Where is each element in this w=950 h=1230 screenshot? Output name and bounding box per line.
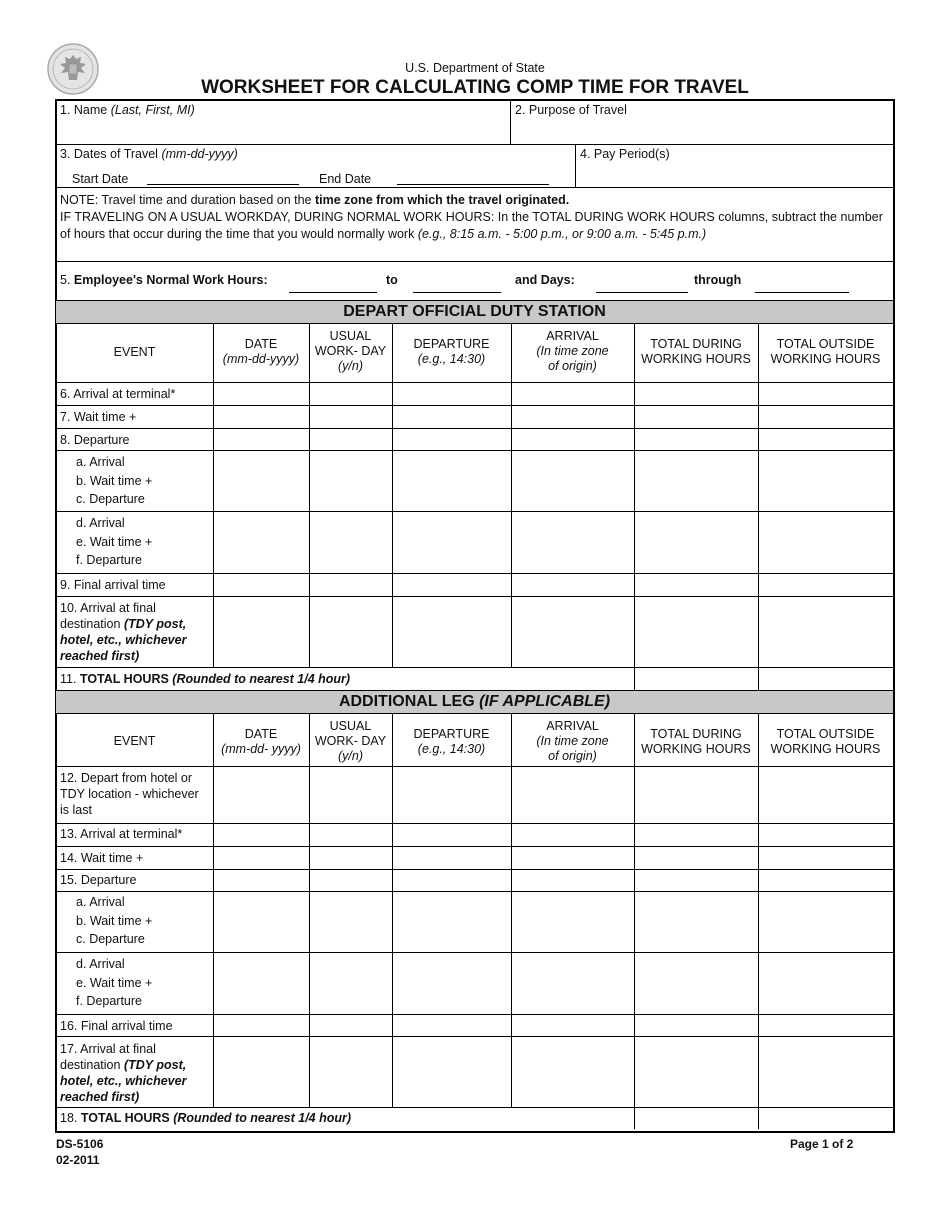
- event-18-total: 18. TOTAL HOURS (Rounded to nearest 1/4 hour): [60, 1111, 352, 1125]
- form-date: 02-2011: [56, 1153, 100, 1167]
- form-number: DS-5106: [56, 1137, 104, 1151]
- divider: [56, 713, 893, 714]
- col-total-during: TOTAL DURING WORKING HOURS: [641, 337, 751, 366]
- form-title: WORKSHEET FOR CALCULATING COMP TIME FOR TRAVEL: [201, 77, 749, 98]
- department-name: U.S. Department of State: [405, 61, 545, 75]
- divider: [392, 713, 393, 1107]
- col-date-2: DATE (mm-dd- yyyy): [221, 727, 301, 756]
- col-usual-workday-2: USUAL WORK- DAY (y/n): [314, 719, 387, 763]
- divider: [511, 713, 512, 1107]
- purpose-label: 2. Purpose of Travel: [515, 103, 627, 117]
- event-6: 6. Arrival at terminal*: [60, 387, 176, 401]
- note-line-2: IF TRAVELING ON A USUAL WORKDAY, DURING NORMAL WORK HOURS: In the TOTAL DURING WORK HOURS columns, subtract the number: [60, 210, 883, 224]
- note-line-3: of hours that occur during the time that you would normally work (e.g., 8:15 a.m. - 5:00 p.m., or 9:00 a.m. - 5:45 p.m.): [60, 227, 707, 241]
- divider: [56, 952, 893, 953]
- through-label: through: [694, 273, 742, 287]
- event-12: 12. Depart from hotel or TDY location - whichever is last: [60, 771, 199, 817]
- event-8-def: d. Arrival e. Wait time + f. Departure: [76, 516, 153, 567]
- days-start-input[interactable]: [596, 274, 690, 291]
- section-depart-header: DEPART OFFICIAL DUTY STATION: [56, 301, 893, 323]
- event-11-total: 11. TOTAL HOURS (Rounded to nearest 1/4 hour): [60, 672, 351, 686]
- note-line-1: NOTE: Travel time and duration based on the time zone from which the travel originated.: [60, 193, 570, 207]
- start-date-input[interactable]: [147, 167, 303, 184]
- section-additional-leg-header: ADDITIONAL LEG (IF APPLICABLE): [56, 691, 893, 713]
- divider: [56, 405, 893, 406]
- divider: [56, 1107, 893, 1108]
- page-number: Page 1 of 2: [790, 1137, 854, 1151]
- end-date-label: End Date: [319, 172, 372, 186]
- work-hours-start-input[interactable]: [289, 274, 379, 291]
- divider: [213, 713, 214, 1107]
- end-date-line: [397, 184, 549, 185]
- purpose-input[interactable]: [515, 121, 891, 141]
- and-days-label: and Days:: [515, 273, 575, 287]
- divider: [56, 823, 893, 824]
- pay-period-label: 4. Pay Period(s): [580, 147, 670, 161]
- work-hours-label: 5. Employee's Normal Work Hours:: [60, 273, 268, 287]
- divider: [56, 187, 893, 188]
- event-16: 16. Final arrival time: [60, 1019, 173, 1033]
- col-departure: DEPARTURE (e.g., 14:30): [413, 337, 490, 366]
- divider: [56, 144, 893, 145]
- col-usual-workday: USUAL WORK- DAY (y/n): [314, 329, 387, 373]
- divider: [575, 144, 576, 187]
- work-hours-end-line: [413, 292, 501, 293]
- pay-period-input[interactable]: [580, 165, 891, 185]
- divider: [309, 323, 310, 667]
- divider: [56, 667, 893, 668]
- event-8-abc: a. Arrival b. Wait time + c. Departure: [76, 455, 153, 506]
- divider: [56, 846, 893, 847]
- event-9: 9. Final arrival time: [60, 578, 166, 592]
- work-hours-start-line: [289, 292, 377, 293]
- event-15: 15. Departure: [60, 873, 137, 887]
- divider: [56, 261, 893, 262]
- col-total-during-2: TOTAL DURING WORKING HOURS: [641, 727, 751, 756]
- days-start-line: [596, 292, 688, 293]
- days-end-input[interactable]: [755, 274, 851, 291]
- divider: [634, 713, 635, 1129]
- divider: [56, 323, 893, 324]
- end-date-input[interactable]: [397, 167, 553, 184]
- event-15-def: d. Arrival e. Wait time + f. Departure: [76, 957, 153, 1008]
- event-10: 10. Arrival at final destination (TDY post, hotel, etc., whichever reached first): [60, 601, 187, 663]
- divider: [56, 573, 893, 574]
- event-8: 8. Departure: [60, 433, 130, 447]
- divider: [56, 869, 893, 870]
- event-14: 14. Wait time +: [60, 851, 144, 865]
- divider: [758, 323, 759, 690]
- divider: [634, 323, 635, 690]
- divider: [56, 596, 893, 597]
- to-label: to: [386, 273, 398, 287]
- divider: [56, 511, 893, 512]
- divider: [213, 323, 214, 667]
- start-date-label: Start Date: [72, 172, 129, 186]
- event-7: 7. Wait time +: [60, 410, 137, 424]
- name-input[interactable]: [60, 121, 506, 141]
- divider: [56, 450, 893, 451]
- divider: [56, 891, 893, 892]
- divider: [56, 382, 893, 383]
- col-arrival: ARRIVAL (In time zone of origin): [536, 329, 609, 373]
- divider: [56, 766, 893, 767]
- divider: [758, 713, 759, 1129]
- event-15-abc: a. Arrival b. Wait time + c. Departure: [76, 895, 153, 946]
- col-total-outside: TOTAL OUTSIDE WORKING HOURS: [770, 337, 881, 366]
- divider: [511, 323, 512, 667]
- divider: [56, 1014, 893, 1015]
- name-label: 1. Name (Last, First, MI): [60, 103, 195, 117]
- col-date: DATE (mm-dd-yyyy): [222, 337, 300, 366]
- divider: [510, 100, 511, 144]
- work-hours-end-input[interactable]: [413, 274, 503, 291]
- divider: [392, 323, 393, 667]
- dates-label: 3. Dates of Travel (mm-dd-yyyy): [60, 147, 238, 161]
- col-event: EVENT: [113, 345, 156, 359]
- days-end-line: [755, 292, 849, 293]
- divider: [56, 1036, 893, 1037]
- start-date-line: [147, 184, 299, 185]
- col-event-2: EVENT: [113, 734, 156, 748]
- col-departure-2: DEPARTURE (e.g., 14:30): [413, 727, 490, 756]
- divider: [309, 713, 310, 1107]
- col-arrival-2: ARRIVAL (In time zone of origin): [536, 719, 609, 763]
- divider: [56, 428, 893, 429]
- event-13: 13. Arrival at terminal*: [60, 827, 183, 841]
- event-17: 17. Arrival at final destination (TDY post, hotel, etc., whichever reached first): [60, 1042, 187, 1104]
- col-total-outside-2: TOTAL OUTSIDE WORKING HOURS: [770, 727, 881, 756]
